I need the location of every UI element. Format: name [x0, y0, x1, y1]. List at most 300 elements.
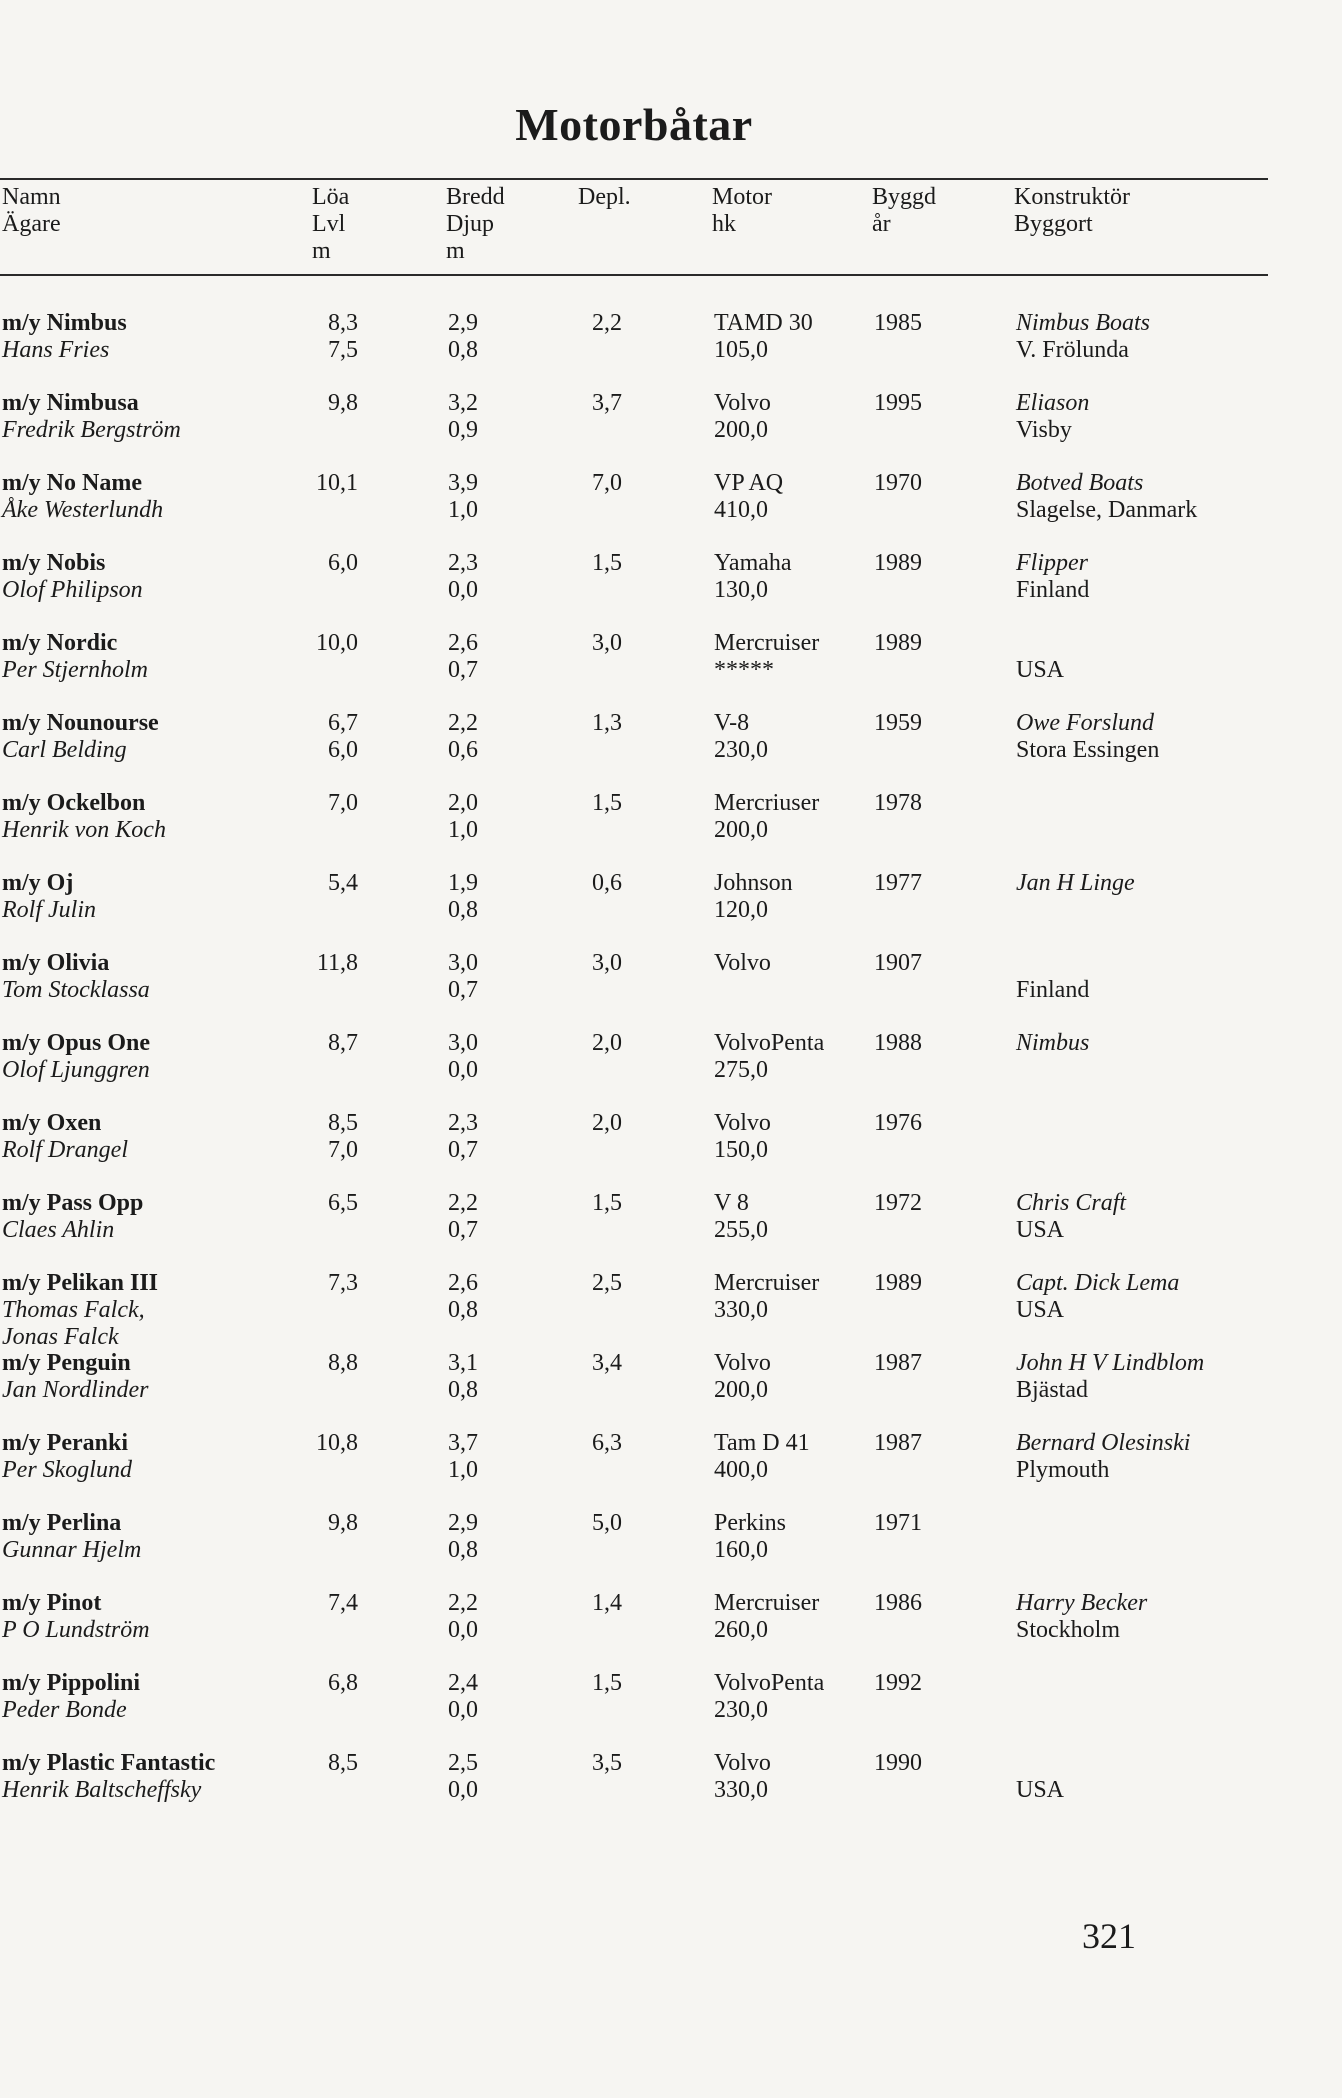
cell-loa-lvl	[300, 1430, 358, 1484]
djup-value: 0,0	[448, 1777, 478, 1803]
table-row	[0, 710, 1268, 790]
cell-year	[874, 1270, 944, 1297]
bredd-value: 2,9	[448, 310, 478, 336]
loa-value: 8,8	[328, 1350, 358, 1376]
djup-value: 0,7	[448, 1137, 478, 1163]
djup-value: 0,8	[448, 337, 478, 363]
boat-name: m/y Ockelbon	[2, 790, 146, 816]
djup-value: 0,8	[448, 1297, 478, 1323]
owner-name-2	[2, 1564, 302, 1591]
year-value: 1970	[874, 470, 922, 496]
cell-motor-hk	[714, 1670, 864, 1724]
cell-loa-lvl	[300, 1110, 358, 1164]
cell-motor-hk	[714, 1590, 864, 1644]
header-motor: Motor	[712, 184, 772, 210]
table-row	[0, 1030, 1268, 1110]
djup-value: 0,0	[448, 1617, 478, 1643]
cell-loa-lvl	[300, 870, 358, 924]
depl-value: 3,5	[592, 1750, 622, 1776]
djup-value: 0,6	[448, 737, 478, 763]
year-value: 1989	[874, 1270, 922, 1296]
bredd-value: 3,9	[448, 470, 478, 496]
hk-value: 330,0	[714, 1777, 768, 1803]
depl-value: 2,5	[592, 1270, 622, 1296]
year-value: 1907	[874, 950, 922, 976]
cell-kons-ort	[1016, 1190, 1268, 1244]
djup-value: 0,0	[448, 1697, 478, 1723]
cell-bredd-djup	[448, 630, 518, 684]
cell-depl	[580, 390, 622, 417]
owner-name: Gunnar Hjelm	[2, 1537, 142, 1563]
byggort-value: Finland	[1016, 577, 1090, 603]
year-value: 1959	[874, 710, 922, 736]
byggort-value: USA	[1016, 1217, 1065, 1243]
cell-motor-hk	[714, 550, 864, 604]
cell-motor-hk	[714, 790, 864, 844]
loa-value: 5,4	[328, 870, 358, 896]
cell-depl	[580, 710, 622, 737]
cell-kons-ort	[1016, 310, 1268, 364]
cell-motor-hk	[714, 1110, 864, 1164]
loa-value: 6,7	[328, 710, 358, 736]
owner-name-2	[2, 364, 302, 391]
djup-value: 0,8	[448, 897, 478, 923]
cell-depl	[580, 1510, 622, 1537]
cell-kons-ort	[1016, 710, 1268, 764]
cell-name-owner	[2, 1430, 302, 1511]
cell-depl	[580, 1110, 622, 1137]
hk-value: 105,0	[714, 337, 768, 363]
loa-value: 7,0	[328, 790, 358, 816]
lvl-value	[300, 657, 358, 684]
konstruktor-value: Owe Forslund	[1016, 710, 1154, 736]
loa-value: 8,5	[328, 1750, 358, 1776]
year-value: 1990	[874, 1750, 922, 1776]
cell-bredd-djup	[448, 1590, 518, 1644]
motor-value: Perkins	[714, 1510, 786, 1536]
byggort-value: USA	[1016, 1777, 1065, 1803]
cell-loa-lvl	[300, 630, 358, 684]
owner-name-2	[2, 524, 302, 551]
hk-value: 230,0	[714, 1697, 768, 1723]
owner-name-2	[2, 844, 302, 871]
cell-name-owner	[2, 390, 302, 471]
boat-name: m/y Nobis	[2, 550, 106, 576]
header-loa-unit: m	[312, 238, 331, 264]
table-row	[0, 1590, 1268, 1670]
owner-name: Peder Bonde	[2, 1697, 127, 1723]
bredd-value: 2,3	[448, 1110, 478, 1136]
table-row	[0, 1190, 1268, 1270]
konstruktor-value: John H V Lindblom	[1016, 1350, 1205, 1376]
depl-value: 1,5	[592, 1670, 622, 1696]
djup-value: 0,7	[448, 977, 478, 1003]
cell-name-owner	[2, 1270, 302, 1351]
lvl-value: 7,0	[328, 1137, 358, 1163]
lvl-value	[300, 577, 358, 604]
cell-name-owner	[2, 950, 302, 1031]
hk-value: 330,0	[714, 1297, 768, 1323]
cell-depl	[580, 1030, 622, 1057]
cell-year	[874, 1350, 944, 1377]
byggort-value: Finland	[1016, 977, 1090, 1003]
depl-value: 6,3	[592, 1430, 622, 1456]
cell-depl	[580, 310, 622, 337]
cell-motor-hk	[714, 470, 864, 524]
hk-value: 150,0	[714, 1137, 768, 1163]
cell-kons-ort	[1016, 790, 1268, 844]
depl-value: 3,0	[592, 950, 622, 976]
boat-name: m/y Oj	[2, 870, 74, 896]
owner-name-2	[2, 444, 302, 471]
bredd-value: 2,9	[448, 1510, 478, 1536]
lvl-value: 6,0	[328, 737, 358, 763]
djup-value: 0,9	[448, 417, 478, 443]
page-title: Motorbåtar	[515, 99, 753, 150]
cell-kons-ort	[1016, 630, 1268, 684]
cell-bredd-djup	[448, 870, 518, 924]
lvl-value	[300, 1377, 358, 1404]
bredd-value: 2,4	[448, 1670, 478, 1696]
loa-value: 8,3	[328, 310, 358, 336]
cell-loa-lvl	[300, 1030, 358, 1084]
owner-name-2	[2, 604, 302, 631]
depl-value: 1,3	[592, 710, 622, 736]
header-loa: Löa	[312, 184, 350, 210]
motor-value: Volvo	[714, 950, 771, 976]
header-lvl: Lvl	[312, 211, 346, 237]
cell-depl	[580, 470, 622, 497]
header-hk: hk	[712, 211, 736, 237]
cell-kons-ort	[1016, 550, 1268, 604]
loa-value: 8,5	[328, 1110, 358, 1136]
boat-name: m/y No Name	[2, 470, 142, 496]
table-row	[0, 310, 1268, 390]
boat-name: m/y Pippolini	[2, 1670, 141, 1696]
konstruktor-value: Jan H Linge	[1016, 870, 1135, 896]
cell-bredd-djup	[448, 950, 518, 1004]
cell-name-owner	[2, 310, 302, 391]
header-top-rule	[0, 178, 1268, 180]
cell-motor-hk	[714, 710, 864, 764]
depl-value: 2,0	[592, 1110, 622, 1136]
owner-name: Henrik von Koch	[2, 817, 166, 843]
cell-kons-ort	[1016, 1510, 1268, 1564]
table-row	[0, 390, 1268, 470]
motor-value: Volvo	[714, 1750, 771, 1776]
cell-bredd-djup	[448, 1270, 518, 1324]
header-byggort: Byggort	[1014, 211, 1093, 237]
motor-value: VP AQ	[714, 470, 784, 496]
cell-kons-ort	[1016, 870, 1268, 924]
lvl-value	[300, 1697, 358, 1724]
hk-value: 120,0	[714, 897, 768, 923]
cell-kons-ort	[1016, 1430, 1268, 1484]
djup-value: 0,8	[448, 1377, 478, 1403]
cell-depl	[580, 1750, 622, 1777]
motor-value: Volvo	[714, 1110, 771, 1136]
depl-value: 3,0	[592, 630, 622, 656]
lvl-value	[300, 1457, 358, 1484]
byggort-value	[1016, 1057, 1268, 1084]
table-row	[0, 1110, 1268, 1190]
owner-name: Tom Stocklassa	[2, 977, 150, 1003]
cell-year	[874, 310, 944, 337]
cell-motor-hk	[714, 310, 864, 364]
owner-name-2	[2, 1804, 302, 1831]
byggort-value	[1016, 817, 1268, 844]
cell-depl	[580, 1670, 622, 1697]
cell-name-owner	[2, 1030, 302, 1111]
owner-name-2	[2, 1644, 302, 1671]
cell-motor-hk	[714, 1430, 864, 1484]
header-name-column	[2, 184, 61, 238]
bredd-value: 3,2	[448, 390, 478, 416]
header-byggd: Byggd	[872, 184, 937, 210]
header-year-column	[872, 184, 936, 238]
motor-value: Mercruiser	[714, 630, 820, 656]
motor-value: V-8	[714, 710, 750, 736]
hk-value: 160,0	[714, 1537, 768, 1563]
konstruktor-value	[1016, 1670, 1268, 1697]
loa-value: 9,8	[328, 1510, 358, 1536]
table-row	[0, 1670, 1268, 1750]
cell-motor-hk	[714, 1750, 864, 1804]
owner-name: Rolf Julin	[2, 897, 96, 923]
motor-value: VolvoPenta	[714, 1030, 825, 1056]
byggort-value: Plymouth	[1016, 1457, 1110, 1483]
cell-year	[874, 870, 944, 897]
bredd-value: 2,2	[448, 1190, 478, 1216]
table-row	[0, 1510, 1268, 1590]
cell-bredd-djup	[448, 1510, 518, 1564]
header-owner: Ägare	[2, 211, 61, 237]
lvl-value	[300, 497, 358, 524]
motor-value: Volvo	[714, 1350, 771, 1376]
loa-value: 10,1	[316, 470, 358, 496]
motor-value: Tam D 41	[714, 1430, 810, 1456]
bredd-value: 2,6	[448, 1270, 478, 1296]
table-row	[0, 1750, 1268, 1830]
djup-value: 1,0	[448, 1457, 478, 1483]
owner-name-2	[2, 1084, 302, 1111]
table-row	[0, 470, 1268, 550]
cell-loa-lvl	[300, 310, 358, 364]
byggort-value: V. Frölunda	[1016, 337, 1129, 363]
lvl-value	[300, 817, 358, 844]
header-depl-column	[578, 184, 631, 211]
year-value: 1988	[874, 1030, 922, 1056]
cell-name-owner	[2, 790, 302, 871]
header-bredd-unit: m	[446, 238, 465, 264]
header-depl: Depl.	[578, 184, 631, 210]
year-value: 1995	[874, 390, 922, 416]
owner-name: Rolf Drangel	[2, 1137, 128, 1163]
cell-loa-lvl	[300, 1670, 358, 1724]
year-value: 1971	[874, 1510, 922, 1536]
cell-motor-hk	[714, 1350, 864, 1404]
konstruktor-value: Harry Becker	[1016, 1590, 1148, 1616]
konstruktor-value: Eliason	[1016, 390, 1090, 416]
cell-name-owner	[2, 1350, 302, 1431]
konstruktor-value	[1016, 1110, 1268, 1137]
cell-bredd-djup	[448, 1430, 518, 1484]
loa-value: 11,8	[316, 950, 358, 976]
cell-loa-lvl	[300, 1270, 358, 1324]
cell-depl	[580, 1590, 622, 1617]
cell-bredd-djup	[448, 1750, 518, 1804]
cell-bredd-djup	[448, 1670, 518, 1724]
cell-year	[874, 1510, 944, 1537]
table-row	[0, 870, 1268, 950]
cell-year	[874, 1750, 944, 1777]
owner-name-2	[2, 1724, 302, 1751]
table-row	[0, 790, 1268, 870]
lvl-value	[300, 417, 358, 444]
loa-value: 6,0	[328, 550, 358, 576]
owner-name-2	[2, 1244, 302, 1271]
year-value: 1985	[874, 310, 922, 336]
djup-value: 0,7	[448, 657, 478, 683]
byggort-value: Visby	[1016, 417, 1072, 443]
cell-year	[874, 550, 944, 577]
cell-name-owner	[2, 870, 302, 951]
depl-value: 1,5	[592, 550, 622, 576]
boat-name: m/y Penguin	[2, 1350, 131, 1376]
hk-value: 255,0	[714, 1217, 768, 1243]
cell-motor-hk	[714, 1190, 864, 1244]
depl-value: 1,5	[592, 790, 622, 816]
cell-loa-lvl	[300, 1510, 358, 1564]
motor-value: Mercruiser	[714, 1270, 820, 1296]
cell-kons-ort	[1016, 950, 1268, 1004]
boat-name: m/y Olivia	[2, 950, 110, 976]
boat-name: m/y Pinot	[2, 1590, 102, 1616]
cell-depl	[580, 790, 622, 817]
depl-value: 2,0	[592, 1030, 622, 1056]
owner-name: Thomas Falck,	[2, 1297, 145, 1323]
cell-bredd-djup	[448, 390, 518, 444]
cell-motor-hk	[714, 390, 864, 444]
owner-name-2	[2, 1004, 302, 1031]
cell-kons-ort	[1016, 1270, 1268, 1324]
hk-value: 275,0	[714, 1057, 768, 1083]
owner-name: Fredrik Bergström	[2, 417, 181, 443]
cell-name-owner	[2, 1110, 302, 1191]
konstruktor-value	[1016, 1510, 1268, 1537]
hk-value: 410,0	[714, 497, 768, 523]
motor-value: Johnson	[714, 870, 793, 896]
hk-value	[714, 977, 864, 1004]
owner-name-2	[2, 1404, 302, 1431]
motor-value: V 8	[714, 1190, 749, 1216]
cell-loa-lvl	[300, 550, 358, 604]
header-kons-column	[1014, 184, 1130, 238]
byggort-value: Slagelse, Danmark	[1016, 497, 1198, 523]
cell-bredd-djup	[448, 470, 518, 524]
cell-year	[874, 630, 944, 657]
boat-name: m/y Nounourse	[2, 710, 159, 736]
header-ar: år	[872, 211, 891, 237]
cell-depl	[580, 950, 622, 977]
header-bredd: Bredd	[446, 184, 505, 210]
depl-value: 3,4	[592, 1350, 622, 1376]
cell-year	[874, 950, 944, 977]
konstruktor-value: Capt. Dick Lema	[1016, 1270, 1180, 1296]
cell-loa-lvl	[300, 710, 358, 764]
owner-name-2	[2, 1164, 302, 1191]
cell-kons-ort	[1016, 1750, 1268, 1804]
cell-loa-lvl	[300, 1750, 358, 1804]
bredd-value: 1,9	[448, 870, 478, 896]
year-value: 1987	[874, 1430, 922, 1456]
loa-value: 8,7	[328, 1030, 358, 1056]
cell-year	[874, 790, 944, 817]
cell-motor-hk	[714, 1030, 864, 1084]
cell-name-owner	[2, 630, 302, 711]
boat-name: m/y Peranki	[2, 1430, 128, 1456]
loa-value: 6,8	[328, 1670, 358, 1696]
djup-value: 1,0	[448, 817, 478, 843]
boat-name: m/y Pelikan III	[2, 1270, 159, 1296]
bredd-value: 3,7	[448, 1430, 478, 1456]
byggort-value: Stora Essingen	[1016, 737, 1160, 763]
lvl-value	[300, 1537, 358, 1564]
bredd-value: 2,3	[448, 550, 478, 576]
boat-name: m/y Nimbusa	[2, 390, 139, 416]
cell-depl	[580, 1270, 622, 1297]
year-value: 1977	[874, 870, 922, 896]
cell-kons-ort	[1016, 1350, 1268, 1404]
konstruktor-value: Flipper	[1016, 550, 1088, 576]
cell-bredd-djup	[448, 1030, 518, 1084]
depl-value: 2,2	[592, 310, 622, 336]
year-value: 1989	[874, 630, 922, 656]
motor-value: TAMD 30	[714, 310, 813, 336]
year-value: 1987	[874, 1350, 922, 1376]
cell-year	[874, 1190, 944, 1217]
header-motor-column	[712, 184, 772, 238]
cell-bredd-djup	[448, 710, 518, 764]
cell-loa-lvl	[300, 470, 358, 524]
table-row	[0, 550, 1268, 630]
cell-depl	[580, 1190, 622, 1217]
header-name: Namn	[2, 184, 61, 210]
cell-name-owner	[2, 550, 302, 631]
cell-name-owner	[2, 1510, 302, 1591]
cell-bredd-djup	[448, 1190, 518, 1244]
page-number: 321	[1082, 1916, 1136, 1956]
motor-value: Volvo	[714, 390, 771, 416]
djup-value: 0,0	[448, 1057, 478, 1083]
table-row	[0, 1270, 1268, 1350]
table-row	[0, 1350, 1268, 1430]
bredd-value: 3,1	[448, 1350, 478, 1376]
byggort-value	[1016, 897, 1268, 924]
cell-kons-ort	[1016, 1110, 1268, 1164]
cell-year	[874, 1030, 944, 1057]
hk-value: 400,0	[714, 1457, 768, 1483]
cell-bredd-djup	[448, 310, 518, 364]
cell-year	[874, 470, 944, 497]
byggort-value: USA	[1016, 657, 1065, 683]
bredd-value: 2,0	[448, 790, 478, 816]
year-value: 1978	[874, 790, 922, 816]
konstruktor-value	[1016, 950, 1268, 977]
cell-name-owner	[2, 1750, 302, 1831]
header-bottom-rule	[0, 274, 1268, 276]
cell-loa-lvl	[300, 1350, 358, 1404]
